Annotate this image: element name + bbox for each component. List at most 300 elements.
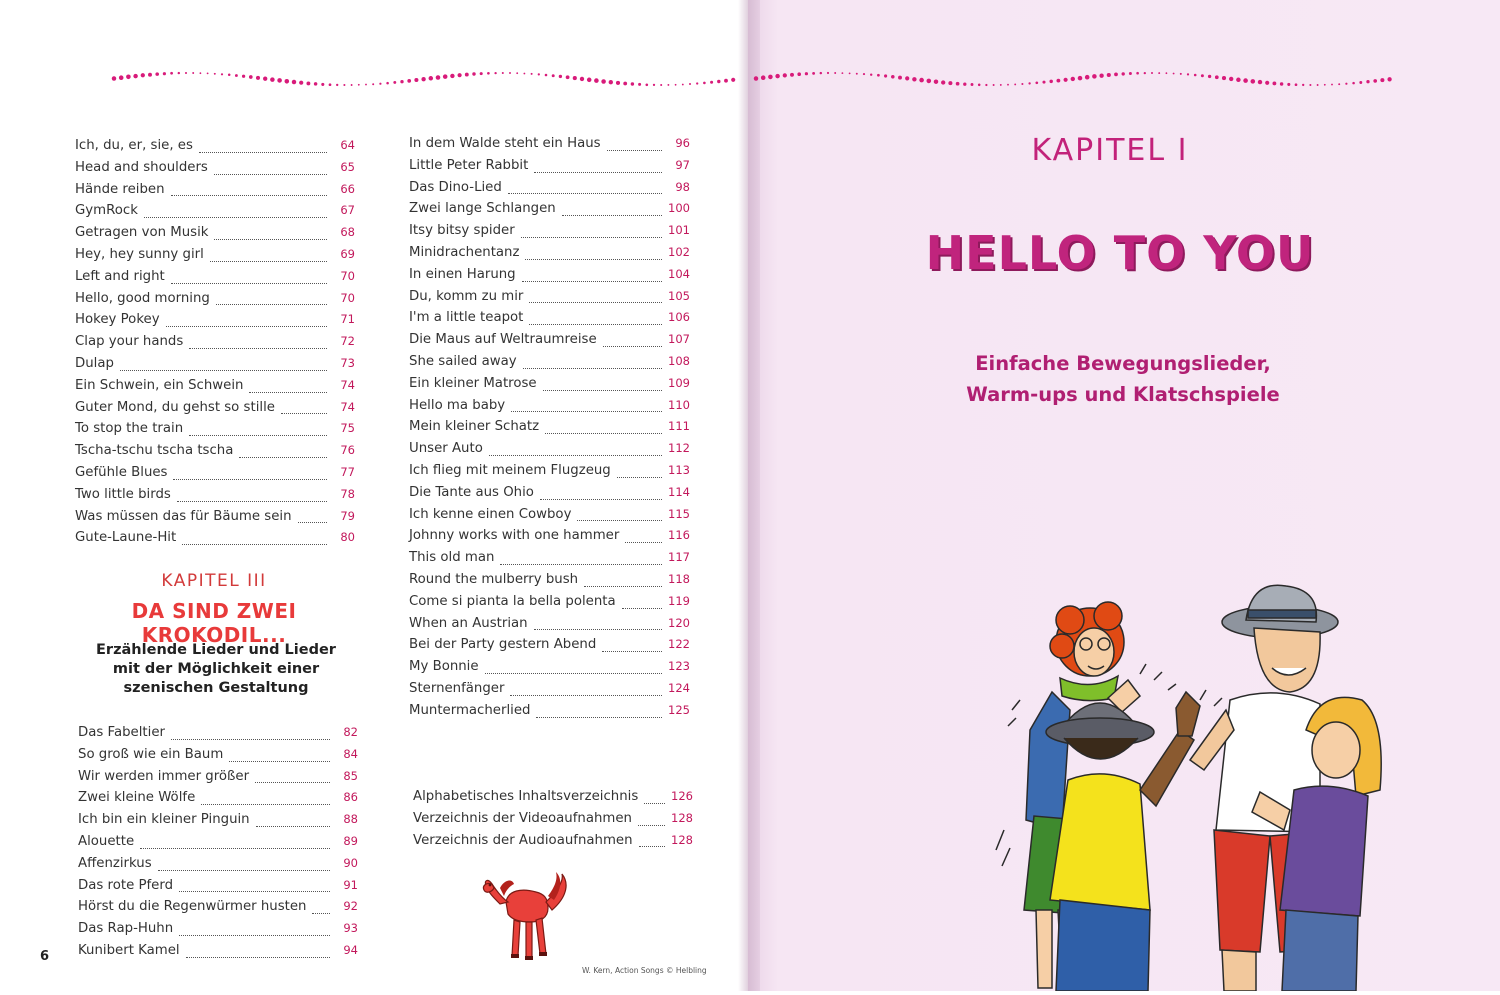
toc-entry-title: Hello, good morning (75, 290, 210, 306)
toc-entry (75, 225, 355, 247)
ornament-dot (927, 79, 932, 84)
ornament-dot (314, 82, 318, 86)
ornament-dot (386, 82, 389, 85)
toc-entry (409, 463, 690, 485)
toc-entry (75, 465, 355, 487)
toc-dot-leader (602, 650, 662, 652)
toc-entry (409, 637, 690, 659)
ornament-dot (710, 81, 713, 84)
toc-entry-page: 88 (343, 812, 358, 827)
ornament-dot (768, 75, 773, 80)
toc-entry-title: Come si pianta la bella polenta (409, 593, 616, 609)
ornament-dot (1129, 72, 1132, 75)
toc-entry (409, 310, 690, 332)
toc-entry (413, 811, 693, 833)
ornament-dot (1287, 83, 1290, 86)
toc-entry-page: 66 (340, 181, 355, 196)
toc-entry (409, 681, 690, 703)
ornament-dot (1085, 75, 1090, 80)
toc-entry (75, 334, 355, 356)
ornament-dot (783, 73, 787, 77)
ornament-dot (148, 73, 152, 77)
ornament-dot (249, 75, 253, 79)
ornament-dot (516, 72, 518, 74)
ornament-dot (365, 84, 367, 86)
toc-entry-page: 102 (668, 244, 690, 259)
toc-entry-title: Die Maus auf Weltraumreise (409, 332, 597, 348)
toc-entry-page: 122 (668, 637, 690, 652)
toc-entry-title: Mein kleiner Schatz (409, 419, 540, 435)
ornament-dot (480, 72, 483, 75)
toc-entry-title: Guter Mond, du gehst so stille (75, 399, 275, 415)
toc-entry (409, 289, 690, 311)
ornament-dot (436, 75, 441, 80)
ornament-dot (1136, 72, 1139, 75)
toc-entry (78, 812, 358, 834)
toc-entry-title: Das rote Pferd (78, 877, 174, 893)
toc-entry-page: 90 (343, 855, 358, 870)
toc-entry (75, 291, 355, 313)
ornament-dot (214, 73, 216, 75)
toc-entry-page: 101 (668, 223, 690, 238)
toc-entry-title: Tscha-tschu tscha tscha (75, 443, 234, 459)
toc-entry-page: 114 (668, 484, 690, 499)
toc-entry-title: GymRock (75, 203, 138, 219)
toc-entry-title: Zwei lange Schlangen (409, 201, 556, 217)
dotted-ornament-right (752, 66, 1392, 92)
toc-entry (75, 269, 355, 291)
ornament-dot (1265, 81, 1269, 85)
ornament-dot (717, 80, 720, 83)
ornament-dot (256, 76, 260, 80)
ornament-dot (631, 82, 634, 85)
ornament-dot (1122, 72, 1125, 75)
toc-entry (78, 921, 358, 943)
toc-entry-page: 119 (668, 593, 690, 608)
toc-dot-leader (508, 192, 662, 194)
toc-entry (75, 356, 355, 378)
toc-entry-title: Ich flieg mit meinem Flugzeug (409, 462, 611, 478)
toc-dot-leader (510, 694, 662, 696)
ornament-dot (775, 74, 779, 78)
ornament-dot (941, 80, 945, 84)
ornament-dot (1151, 72, 1153, 74)
ornament-dot (112, 76, 116, 80)
ornament-dot (133, 74, 137, 78)
toc-dot-leader (171, 738, 330, 740)
ornament-dot (898, 76, 902, 80)
toc-entry (409, 616, 690, 638)
toc-dot-leader (638, 824, 665, 826)
ornament-dot (163, 72, 166, 75)
toc-dot-leader (171, 194, 327, 196)
toc-dot-leader (173, 478, 327, 480)
toc-entry (409, 201, 690, 223)
ornament-dot (559, 75, 562, 78)
ornament-dot (221, 73, 223, 75)
toc-entry-title: Unser Auto (409, 441, 483, 457)
toc-entry-title: Alphabetisches Inhaltsverzeichnis (413, 789, 639, 804)
toc-entry (75, 203, 355, 225)
toc-entry-title: Itsy bitsy spider (409, 223, 515, 239)
toc-entry-page: 80 (340, 530, 355, 545)
ornament-dot (1180, 73, 1182, 75)
toc-dot-leader (216, 303, 327, 305)
toc-entry (409, 354, 690, 376)
toc-entry (409, 441, 690, 463)
toc-entry-page: 128 (671, 810, 693, 825)
toc-entry (409, 659, 690, 681)
ornament-dot (285, 79, 290, 84)
toc-dot-leader (525, 258, 662, 260)
ornament-dot (1166, 72, 1168, 74)
ornament-dot (1366, 80, 1369, 83)
ornament-dot (552, 74, 555, 77)
ornament-dot (523, 73, 525, 75)
ornament-dot (703, 82, 706, 85)
toc-entry-title: Ein Schwein, ein Schwein (75, 377, 244, 393)
toc-entry-title: Sternenfänger (409, 680, 505, 696)
ornament-dot (458, 73, 462, 77)
ornament-dot (797, 72, 801, 76)
toc-entry (409, 136, 690, 158)
toc-entry (78, 878, 358, 900)
toc-dot-leader (607, 149, 662, 151)
toc-entry-page: 110 (668, 397, 690, 412)
ornament-dot (170, 72, 173, 75)
ornament-dot (1014, 83, 1016, 85)
ornament-dot (299, 81, 303, 85)
toc-entry-title: My Bonnie (409, 659, 479, 675)
ornament-dot (1338, 83, 1340, 85)
toc-entry (409, 528, 690, 550)
ornament-dot (228, 74, 231, 77)
ornament-dot (1215, 75, 1219, 79)
toc-entry-title: Du, komm zu mir (409, 288, 524, 304)
kapitel3-heading: KAPITEL III (161, 571, 267, 591)
toc-entry-title: Round the mulberry bush (409, 571, 579, 587)
toc-dot-leader (489, 454, 662, 456)
toc-entry (409, 419, 690, 441)
ornament-dot (487, 72, 490, 75)
ornament-dot (126, 75, 131, 80)
toc-entry-title: Hey, hey sunny girl (75, 246, 204, 262)
toc-dot-leader (256, 825, 330, 827)
toc-entry (78, 899, 358, 921)
kapitel1-title: HELLO TO YOU (925, 226, 1315, 280)
ornament-dot (587, 78, 592, 83)
ornament-dot (834, 72, 836, 74)
ornament-dot (905, 76, 909, 80)
ornament-dot (400, 80, 403, 83)
ornament-dot (538, 73, 540, 75)
toc-entry-title: She sailed away (409, 353, 517, 369)
toc-entry (78, 834, 358, 856)
ornament-dot (609, 80, 613, 84)
toc-dot-leader (500, 563, 662, 565)
toc-entry-title: Getragen von Musik (75, 225, 209, 241)
toc-entry-title: Verzeichnis der Videoaufnahmen (413, 810, 632, 826)
toc-entry-title: Little Peter Rabbit (409, 157, 529, 173)
kapitel3-subtitle-line: szenischen Gestaltung (123, 680, 309, 696)
ornament-dot (321, 83, 324, 86)
ornament-dot (1324, 84, 1326, 86)
toc-entry (75, 160, 355, 182)
toc-entry-page: 89 (343, 833, 358, 848)
ornament-dot (531, 73, 533, 75)
kapitel1-heading: KAPITEL I (1031, 133, 1189, 168)
kapitel3-subtitle-line: mit der Möglichkeit einer (112, 661, 320, 677)
ornament-dot (1359, 81, 1362, 84)
ornament-dot (856, 73, 858, 75)
kapitel1-subtitle (920, 348, 1326, 410)
toc-dot-leader (298, 521, 327, 523)
toc-entry-title: In dem Walde steht ein Haus (409, 136, 601, 151)
ornament-dot (329, 83, 332, 86)
ornament-dot (1272, 81, 1276, 85)
ornament-dot (372, 83, 374, 85)
toc-entry-page: 112 (668, 441, 690, 456)
toc-entry-title: Left and right (75, 268, 165, 284)
ornament-dot (724, 79, 728, 83)
ornament-dot (1380, 78, 1384, 82)
toc-entry (409, 485, 690, 507)
ornament-dot (638, 83, 641, 86)
toc-dot-leader (239, 456, 327, 458)
ornament-dot (805, 72, 808, 75)
ornament-dot (263, 77, 267, 81)
toc-entry-page: 79 (340, 508, 355, 523)
toc-entry (409, 223, 690, 245)
toc-dot-leader (210, 260, 327, 262)
toc-entry-page: 77 (340, 464, 355, 479)
ornament-dot (1042, 81, 1045, 84)
toc-entry-title: Das Dino-Lied (409, 179, 502, 195)
toc-dot-leader (545, 432, 662, 434)
toc-dot-leader (523, 367, 662, 369)
toc-entry-title: Bei der Party gestern Abend (409, 637, 597, 653)
toc-entry-page: 65 (340, 159, 355, 174)
toc-column-1 (75, 138, 355, 552)
toc-entry-page: 73 (340, 355, 355, 370)
toc-entry-page: 72 (340, 334, 355, 349)
ornament-dot (1236, 78, 1241, 83)
toc-entry-title: Ich, du, er, sie, es (75, 138, 193, 153)
toc-entry-page: 82 (343, 725, 358, 739)
ornament-dot (1222, 76, 1226, 80)
toc-entry-title: I'm a little teapot (409, 310, 524, 326)
ornament-dot (429, 76, 434, 81)
toc-dot-leader (199, 151, 327, 153)
toc-entry (409, 180, 690, 202)
ornament-dot (1302, 84, 1304, 86)
red-horse-illustration (478, 868, 570, 968)
toc-dot-leader (617, 476, 662, 478)
toc-entry-page: 64 (340, 138, 355, 152)
toc-entry-page: 74 (340, 399, 355, 414)
toc-dot-leader (214, 173, 327, 175)
toc-dot-leader (229, 760, 330, 762)
toc-entry-title: Johnny works with one hammer (409, 528, 620, 544)
toc-entry-title: Wir werden immer größer (78, 768, 250, 784)
toc-entry-page: 116 (668, 528, 690, 543)
ornament-dot (336, 84, 338, 86)
page-number: 6 (40, 949, 50, 964)
toc-entry-page: 67 (340, 203, 355, 218)
ornament-dot (502, 72, 504, 74)
copyright-note: W. Kern, Action Songs © Helbling (582, 966, 707, 975)
toc-entry-title: Die Tante aus Ohio (409, 484, 534, 500)
ornament-dot (870, 74, 872, 76)
toc-entry-page: 68 (340, 225, 355, 240)
toc-entry-page: 113 (668, 462, 690, 477)
toc-entry-page: 76 (340, 443, 355, 458)
ornament-dot (421, 77, 425, 81)
toc-entry (75, 182, 355, 204)
ornament-dot (1107, 73, 1111, 77)
toc-entry-page: 123 (668, 659, 690, 674)
ornament-dot (660, 84, 662, 86)
ornament-dot (682, 84, 684, 86)
ornament-dot (594, 78, 599, 83)
toc-entry-page: 120 (668, 615, 690, 630)
toc-entry-page: 70 (340, 268, 355, 283)
ornament-dot (1049, 80, 1052, 83)
ornament-dot (675, 84, 677, 86)
ornament-dot (1309, 84, 1311, 86)
ornament-dot (270, 77, 275, 82)
ornament-dot (912, 77, 916, 81)
toc-dot-leader (214, 238, 327, 240)
toc-entry-page: 111 (668, 419, 690, 434)
ornament-dot (1317, 84, 1319, 86)
ornament-dot (1099, 74, 1103, 78)
ornament-dot (207, 72, 209, 74)
toc-dot-leader (584, 585, 662, 587)
ornament-dot (841, 72, 843, 74)
ornament-dot (1007, 84, 1009, 86)
ornament-dot (185, 72, 187, 74)
toc-dot-leader (182, 543, 327, 545)
toc-entry (75, 247, 355, 269)
ornament-dot (993, 84, 995, 86)
toc-dot-leader (577, 519, 662, 521)
toc-entry-page: 96 (675, 136, 690, 150)
toc-entry-page: 100 (668, 201, 690, 216)
toc-dot-leader (522, 280, 662, 282)
ornament-dot (465, 73, 469, 77)
toc-entry-title: Ein kleiner Matrose (409, 375, 537, 391)
toc-entry (78, 856, 358, 878)
toc-entry-page: 124 (668, 680, 690, 695)
toc-dot-leader (177, 500, 327, 502)
toc-dot-leader (140, 847, 330, 849)
ornament-dot (155, 72, 159, 76)
toc-dot-leader (201, 803, 330, 805)
ornament-dot (235, 74, 238, 77)
ornament-dot (1144, 72, 1146, 74)
ornament-dot (1028, 82, 1030, 84)
ornament-dot (863, 73, 865, 75)
toc-entry-title: Two little birds (75, 486, 171, 502)
ornament-dot (1021, 83, 1023, 85)
toc-entry (78, 769, 358, 791)
ornament-dot (192, 72, 194, 74)
kapitel1-subtitle-line: Einfache Bewegungslieder, (975, 352, 1271, 375)
toc-entry-title: Das Fabeltier (78, 725, 165, 740)
toc-entry-page: 84 (343, 746, 358, 761)
toc-entry-page: 93 (343, 921, 358, 936)
toc-dot-leader (534, 628, 662, 630)
toc-entry (78, 943, 358, 965)
toc-column-2b (413, 789, 693, 854)
toc-entry-title: Hände reiben (75, 181, 165, 197)
toc-entry-page: 109 (668, 375, 690, 390)
ornament-dot (1056, 79, 1060, 83)
toc-entry-title: Hello ma baby (409, 397, 506, 413)
kapitel3-subtitle (76, 641, 356, 698)
ornament-dot (472, 72, 475, 75)
toc-dot-leader (536, 716, 662, 718)
toc-dot-leader (639, 845, 665, 847)
toc-dot-leader (622, 607, 662, 609)
toc-entry-title: Head and shoulders (75, 159, 208, 175)
ornament-dot (1035, 81, 1038, 84)
ornament-dot (141, 73, 145, 77)
toc-entry-title: Minidrachentanz (409, 244, 520, 260)
ornament-dot (1331, 84, 1333, 86)
ornament-dot (119, 75, 124, 80)
toc-dot-leader (521, 236, 662, 238)
ornament-dot (956, 82, 960, 86)
ornament-dot (827, 72, 829, 74)
toc-entry-page: 108 (668, 353, 690, 368)
ornament-dot (200, 72, 202, 74)
toc-entry-title: Gute-Laune-Hit (75, 530, 177, 546)
toc-entry-page: 86 (343, 790, 358, 805)
toc-dot-leader (312, 912, 330, 914)
ornament-dot (820, 72, 822, 74)
ornament-dot (351, 84, 353, 86)
ornament-dot (790, 73, 794, 77)
toc-entry (75, 312, 355, 334)
toc-entry (78, 725, 358, 747)
ornament-dot (1201, 74, 1204, 77)
ornament-dot (812, 72, 815, 75)
ornament-dot (1373, 79, 1377, 83)
toc-entry-page: 74 (340, 377, 355, 392)
toc-entry (409, 507, 690, 529)
toc-entry (75, 138, 355, 160)
toc-entry-title: Alouette (78, 833, 135, 849)
toc-entry (75, 378, 355, 400)
toc-entry-page: 85 (343, 768, 358, 783)
ornament-dot (1352, 82, 1355, 85)
toc-dot-leader (625, 541, 662, 543)
toc-dot-leader (644, 802, 665, 804)
toc-entry-page: 105 (668, 288, 690, 303)
ornament-dot (948, 81, 952, 85)
ornament-dot (667, 84, 669, 86)
toc-entry-title: Das Rap-Huhn (78, 921, 174, 937)
toc-entry-title: Kunibert Kamel (78, 942, 180, 958)
ornament-dot (1258, 80, 1262, 84)
ornament-dot (884, 74, 887, 77)
ornament-dot (509, 72, 511, 74)
ornament-dot (1208, 75, 1211, 78)
toc-dot-leader (543, 389, 662, 391)
ornament-dot (277, 78, 282, 83)
